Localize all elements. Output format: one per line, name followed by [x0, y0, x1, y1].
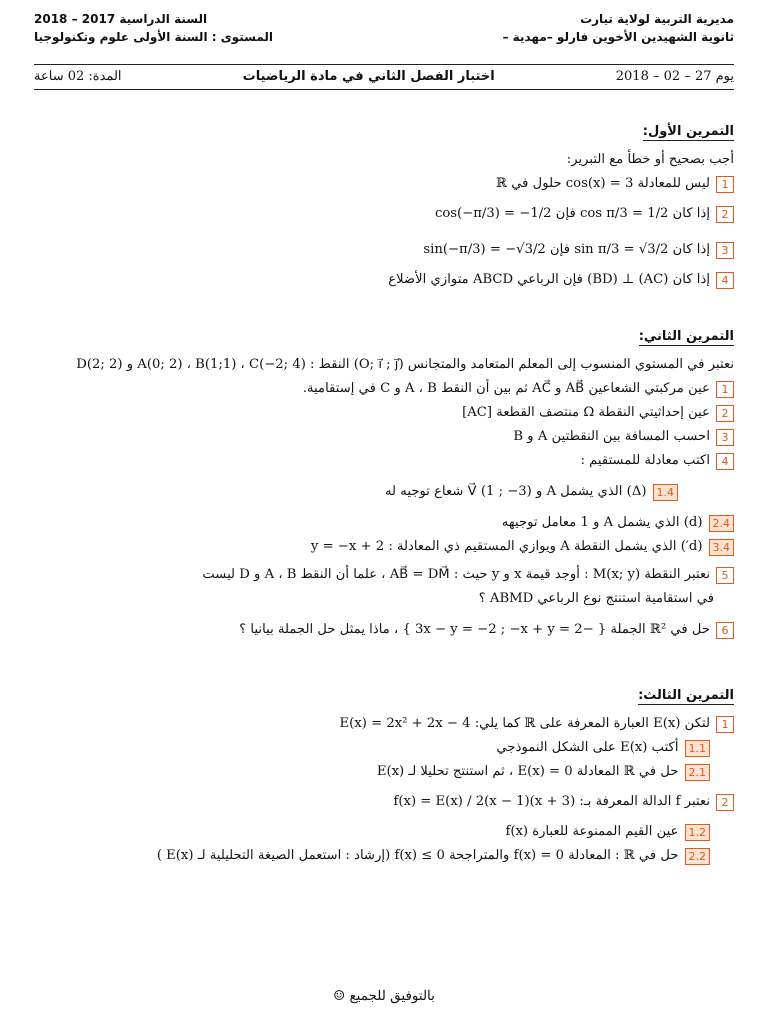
ex2-item-6 — [34, 612, 734, 648]
ex2-item-5-cont: في استقامية استنتج نوع الرباعي ABMD ؟ — [478, 591, 714, 606]
exam-date: يوم 27 – 02 – 2018 — [615, 69, 734, 84]
ex2-item-2 — [34, 402, 734, 424]
item-number: 2 — [716, 794, 734, 811]
exercise-1-title: التمرين الأول: — [642, 124, 734, 139]
item-number: 3 — [716, 429, 734, 446]
item-number: 1 — [716, 381, 734, 398]
item-number: 1.1 — [685, 740, 711, 757]
directorate: مديرية التربية لولاية تيارت — [580, 12, 734, 26]
ex1-item-3 — [34, 233, 734, 267]
exercise-2-title: التمرين الثاني: — [638, 329, 734, 344]
item-text: (Δ) الذي يشمل A و V⃗ (1 ; −3) شعاع توجيه له — [384, 484, 647, 499]
header-row-2 — [34, 28, 734, 46]
level: المستوى : السنة الأولى علوم وتكنولوجيا — [34, 30, 274, 44]
item-number: 2.4 — [709, 515, 735, 532]
item-text: إذا كان cos π/3 = 1/2 فإن cos(−π/3) = −1/2 — [434, 206, 710, 221]
exercise-1 — [34, 120, 734, 291]
header-row-1 — [34, 10, 734, 28]
exam-title: اختبار الفصل الثاني في مادة الرياضيات — [242, 69, 495, 84]
ex3-item-2.2 — [34, 845, 734, 867]
item-number: 5 — [716, 567, 734, 584]
item-number: 4 — [716, 272, 734, 289]
exercise-1-intro: أجب بصحيح أو خطأ مع التبرير: — [566, 152, 734, 167]
ex2-sub-1.4 — [34, 474, 734, 510]
item-number: 1 — [716, 176, 734, 193]
item-text: (d) الذي يشمل A و 1 معامل توجيهه — [501, 515, 703, 530]
item-text: عين مركبتي الشعاعين AB⃗ و AC⃗ ثم بين أن النقط A ، B و C في إستقامية. — [302, 381, 710, 396]
ex2-item-1 — [34, 378, 734, 400]
exercise-2-intro: نعتبر في المستوي المنسوب إلى المعلم المتعامد والمتجانس (O; i⃗ ; j⃗) النقط : A(0; 2) ، B(1;1) ، C(−2; 4) و D(2; 2) — [76, 357, 734, 372]
ex1-item-4 — [34, 269, 734, 291]
item-text: ليس للمعادلة cos(x) = 3 حلول في ℝ — [496, 176, 710, 191]
item-text: إذا كان (AC) ⊥ (BD) فإن الرباعي ABCD متوازي الأضلاع — [388, 272, 710, 287]
item-number: 1.4 — [653, 484, 679, 501]
school-name: ثانوية الشهيدين الأخوين فارلو –مهدية – — [502, 30, 734, 44]
ex3-item-2 — [34, 785, 734, 819]
item-text: عين إحداثيتي النقطة Ω منتصف القطعة [AC] — [462, 405, 710, 420]
header-bottom-rule — [34, 89, 734, 90]
item-text: نعتبر النقطة M(x; y) : أوجد قيمة x و y حيث : AB⃗ = DM⃗ ، علما أن النقط A ، B و D ليست — [202, 567, 710, 582]
item-number: 1 — [716, 716, 734, 733]
item-text: حل في ℝ : المعادلة f(x) = 0 والمتراجحة f(x) ≤ 0 (إرشاد : استعمل الصيغة التحليلية لـ E(x) ) — [156, 848, 679, 863]
exercise-2 — [34, 325, 734, 648]
exam-page — [34, 10, 734, 869]
exam-duration: المدة: 02 ساعة — [34, 69, 122, 84]
item-text: حل في ℝ المعادلة E(x) = 0 ، ثم استنتج تحليلا لـ E(x) — [376, 764, 679, 779]
item-number: 4 — [716, 453, 734, 470]
ex1-item-2 — [34, 197, 734, 231]
ex2-item-4 — [34, 450, 734, 472]
item-number: 1.2 — [685, 824, 711, 841]
exercise-3-title: التمرين الثالث: — [638, 688, 734, 703]
item-text: نعتبر f الدالة المعرفة بـ: f(x) = E(x) / 2(x − 1)(x + 3) — [393, 794, 710, 809]
item-number: 2.2 — [685, 848, 711, 865]
school-year: السنة الدراسية 2017 – 2018 — [34, 12, 208, 26]
ex1-item-1 — [34, 173, 734, 195]
ex3-item-1.2 — [34, 821, 734, 843]
exam-info-row — [34, 65, 734, 89]
ex2-sub-2.4 — [34, 512, 734, 534]
item-text: اكتب معادلة للمستقيم : — [580, 453, 710, 468]
footer-wish: بالتوفيق للجميع ☺ — [333, 988, 435, 1004]
item-text: (d′) الذي يشمل النقطة A ويوازي المستقيم ذي المعادلة : y = −x + 2 — [310, 539, 703, 554]
item-number: 2.1 — [685, 764, 711, 781]
item-text: حل في ℝ² الجملة { −3x − y = −2 ; −x + y = 2 } ، ماذا يمثل حل الجملة بيانيا ؟ — [239, 622, 710, 637]
ex2-item-5 — [34, 564, 734, 586]
item-number: 3 — [716, 242, 734, 259]
ex2-item-3 — [34, 426, 734, 448]
item-text: لتكن E(x) العبارة المعرفة على ℝ كما يلي: E(x) = 2x² + 2x − 4 — [339, 716, 710, 731]
item-text: احسب المسافة بين النقطتين A و B — [513, 429, 710, 444]
exercise-3 — [34, 684, 734, 867]
ex3-item-1 — [34, 713, 734, 735]
item-text: أكتب E(x) على الشكل النموذجي — [496, 740, 679, 755]
item-text: عين القيم الممنوعة للعبارة f(x) — [505, 824, 679, 839]
ex2-sub-3.4 — [34, 536, 734, 558]
ex3-item-1.1 — [34, 737, 734, 759]
item-number: 2 — [716, 206, 734, 223]
item-number: 2 — [716, 405, 734, 422]
item-number: 6 — [716, 622, 734, 639]
ex3-item-2.1 — [34, 761, 734, 783]
item-number: 3.4 — [709, 539, 735, 556]
item-text: إذا كان sin π/3 = √3/2 فإن sin(−π/3) = −√3/2 — [423, 242, 710, 257]
